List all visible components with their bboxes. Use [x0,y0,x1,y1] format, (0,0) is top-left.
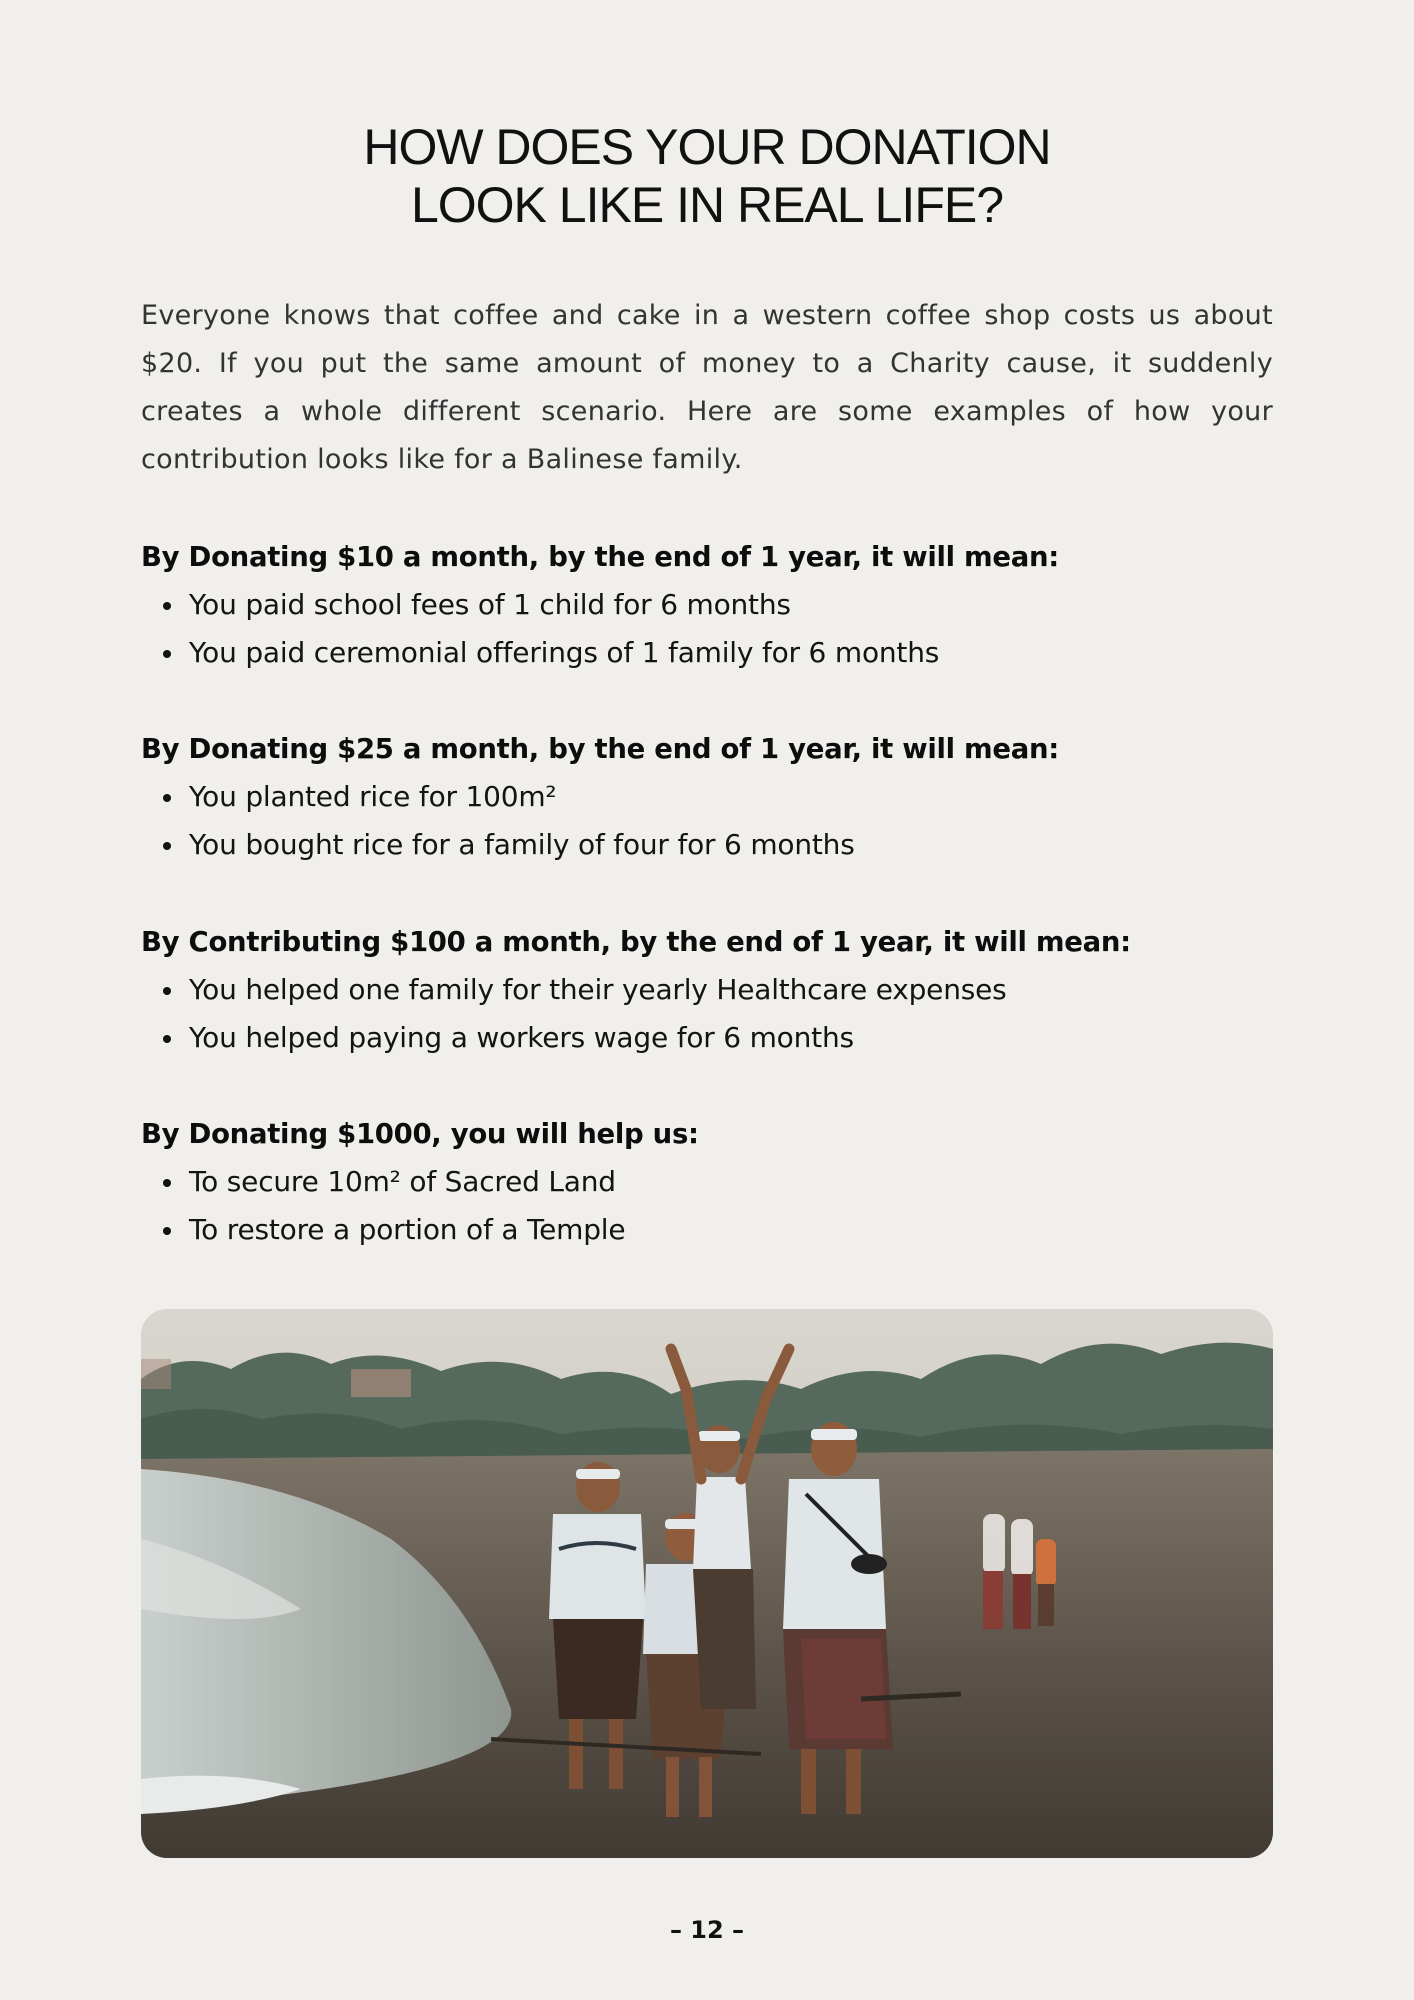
section-heading: By Donating $10 a month, by the end of 1 year, it will mean: [141,541,1059,573]
page-title-line-2: LOOK LIKE IN REAL LIFE? [410,177,1004,233]
page-number: – 12 – [669,1916,745,1944]
donation-section-1000 [141,1110,1281,1254]
list-item-text: You helped paying a workers wage for 6 months [189,1021,854,1054]
bullet-icon [163,842,171,850]
list-item [141,1158,1281,1206]
bullet-icon [163,794,171,802]
bullet-icon [163,1179,171,1187]
photo-balinese-children-beach [141,1309,1273,1858]
list-item [141,773,1281,821]
list-item-text: You bought rice for a family of four for 6 months [189,828,855,861]
list-item [141,966,1281,1014]
page-title-line-1: HOW DOES YOUR DONATION [363,119,1051,175]
bullet-icon [163,650,171,658]
list-item [141,821,1281,869]
bullet-icon [163,987,171,995]
page-title [0,118,1414,234]
list-item-text: You helped one family for their yearly Healthcare expenses [189,973,1007,1006]
list-item-text: You planted rice for 100m² [189,780,557,813]
list-item [141,1206,1281,1254]
bullet-icon [163,602,171,610]
bullet-list [141,581,1281,677]
list-item [141,1014,1281,1062]
list-item-text: To secure 10m² of Sacred Land [189,1165,616,1198]
list-item [141,581,1281,629]
intro-paragraph: Everyone knows that coffee and cake in a western coffee shop costs us about $20. If you put the same amount of money to a Charity cause, it suddenly creates a whole different scenario. Here are some examples of how your contribution looks like for a Balinese family. [141,300,1273,475]
list-item [141,629,1281,677]
section-heading: By Donating $25 a month, by the end of 1 year, it will mean: [141,733,1059,765]
section-heading: By Donating $1000, you will help us: [141,1118,699,1150]
donation-section-10 [141,533,1281,677]
list-item-text: You paid ceremonial offerings of 1 family for 6 months [189,636,940,669]
section-heading: By Contributing $100 a month, by the end of 1 year, it will mean: [141,926,1131,958]
list-item-text: To restore a portion of a Temple [189,1213,626,1246]
list-item-text: You paid school fees of 1 child for 6 months [189,588,791,621]
bullet-list [141,773,1281,869]
bullet-icon [163,1035,171,1043]
donation-section-25 [141,725,1281,869]
bullet-list [141,966,1281,1062]
bullet-list [141,1158,1281,1254]
donation-section-100 [141,918,1281,1062]
bullet-icon [163,1227,171,1235]
